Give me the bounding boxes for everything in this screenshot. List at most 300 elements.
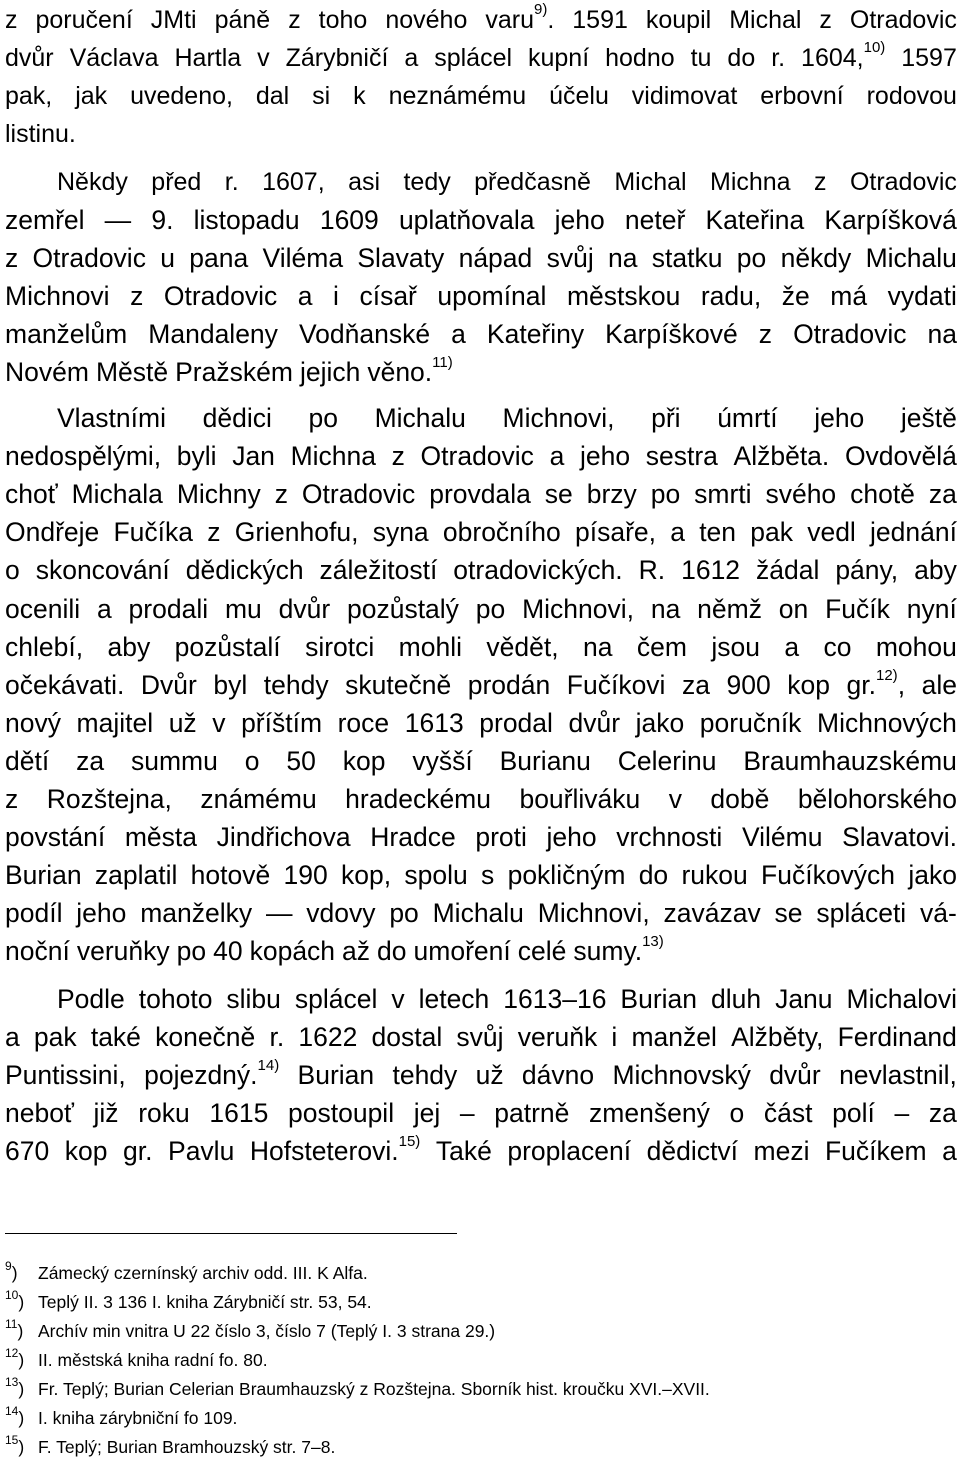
text-line: [5, 78, 957, 114]
word: Slavatovi.: [842, 822, 957, 852]
text-line: [5, 857, 957, 893]
word: v: [668, 784, 682, 814]
word: Michnovi,: [537, 898, 650, 928]
word: Alžběty,: [731, 1022, 824, 1052]
word: s: [481, 860, 495, 890]
word: se: [774, 898, 803, 928]
word: předčasně: [474, 168, 591, 196]
word: 1609: [319, 205, 379, 235]
word: část: [763, 1098, 813, 1128]
word: dvůr: [769, 1060, 821, 1090]
word: Slavaty: [357, 243, 445, 273]
word: městskou: [566, 281, 681, 311]
word: 900: [726, 670, 771, 700]
word: vidimovat: [631, 82, 738, 110]
word: a: [297, 281, 313, 311]
word: jako: [635, 708, 685, 738]
word: ale: [921, 670, 957, 700]
word: Kateřiny: [486, 319, 585, 349]
word: za: [928, 1098, 957, 1128]
word: dostal: [371, 1022, 443, 1052]
word: nový: [5, 708, 61, 738]
footnote-text: II. městská kniha radní fo. 80.: [38, 1350, 268, 1370]
word: –: [459, 1098, 475, 1128]
word: roce: [337, 708, 390, 738]
word: poručení: [35, 6, 133, 34]
word: dluh: [710, 984, 762, 1014]
word: už: [475, 1060, 504, 1090]
word: gr.$^{12)}$,: [846, 667, 906, 700]
word: na: [927, 319, 957, 349]
text-line: [5, 476, 957, 512]
text-line: [5, 591, 957, 627]
word: rodovou: [866, 82, 957, 110]
word: Michny: [176, 479, 261, 509]
footnote: [5, 1287, 372, 1317]
word: věno.$^{11)}$: [367, 354, 453, 387]
word: dal: [255, 82, 290, 110]
word: Městě: [95, 357, 169, 387]
word: dětí: [5, 746, 50, 776]
text-line: [5, 743, 957, 779]
word: zmenšený: [589, 1098, 710, 1128]
word: prodali: [128, 594, 209, 624]
word: Vlastními: [57, 403, 166, 433]
word: do: [377, 936, 407, 966]
word: upomínal: [437, 281, 547, 311]
word: erbovní: [760, 82, 844, 110]
footnote-reference: 14): [257, 1057, 280, 1074]
word: Michnovský: [612, 1060, 751, 1090]
word: Jan: [232, 441, 275, 471]
word: Burianu: [499, 746, 591, 776]
footnote-separator: [5, 1233, 457, 1234]
word: dvůr: [5, 44, 54, 72]
word: Michnovi,: [522, 594, 635, 624]
footnote-marker: $^{13}$): [5, 1375, 25, 1399]
word: Jindřichova: [216, 822, 351, 852]
word: neznámému: [388, 82, 527, 110]
word: za: [76, 746, 105, 776]
word: Fučík: [825, 594, 890, 624]
word: Otradovic: [793, 319, 907, 349]
word: proplacení: [507, 1136, 632, 1166]
word: hodno: [605, 44, 675, 72]
word: Karpíškové: [605, 319, 738, 349]
word: spláceti: [816, 898, 907, 928]
word: on: [778, 594, 809, 624]
word: vá-: [920, 898, 957, 928]
word: 9.: [151, 205, 174, 235]
word: Podle: [57, 984, 125, 1014]
word: Michalu: [865, 243, 957, 273]
word: Michalu: [432, 898, 524, 928]
word: i: [611, 1022, 618, 1052]
word: za: [928, 479, 957, 509]
word: 1604,$^{10)}$: [801, 39, 886, 72]
word: jeho: [554, 205, 605, 235]
word: z: [758, 319, 773, 349]
text-line: [5, 354, 957, 390]
word: a: [670, 517, 685, 547]
word: sestra: [645, 441, 718, 471]
word: po: [176, 936, 207, 966]
word: co: [823, 632, 852, 662]
word: noční: [5, 936, 70, 966]
word: obročního: [442, 517, 561, 547]
footnote-marker: $^9$): [5, 1259, 18, 1283]
word: Vodňanské: [298, 319, 431, 349]
word: také: [90, 1022, 141, 1052]
word: po: [389, 898, 419, 928]
word: Burian: [5, 860, 82, 890]
word: mezi: [753, 1136, 810, 1166]
word: při: [651, 403, 681, 433]
word: písaře,: [574, 517, 656, 547]
word: majitel: [76, 708, 154, 738]
word: kupní: [528, 44, 590, 72]
word: že: [781, 281, 810, 311]
word: r.: [224, 168, 239, 196]
word: skoncování: [35, 555, 170, 585]
word: k: [353, 82, 366, 110]
word: z: [819, 6, 832, 34]
word: pana: [189, 243, 249, 273]
word: už: [168, 708, 197, 738]
word: Kateřina: [705, 205, 805, 235]
text-line: [5, 316, 957, 352]
word: Zárybničí: [285, 44, 389, 72]
word: a: [942, 1136, 957, 1166]
word: Grienhofu,: [234, 517, 359, 547]
word: a: [549, 441, 565, 471]
word: z: [5, 6, 18, 34]
word: v: [212, 708, 226, 738]
word: jeho: [76, 898, 127, 928]
word: z: [274, 479, 288, 509]
text-line: [5, 667, 957, 703]
word: Fučíkových: [761, 860, 896, 890]
word: Otradovic: [301, 479, 416, 509]
word: 1622: [298, 1022, 358, 1052]
word: o: [729, 1098, 745, 1128]
word: skutečně: [345, 670, 452, 700]
word: nevlastnil,: [839, 1060, 957, 1090]
word: Fučíkovi: [566, 670, 666, 700]
word: až: [342, 936, 371, 966]
footnote-reference: 9): [533, 1, 548, 18]
word: hotově: [190, 860, 271, 890]
word: pokličným: [507, 860, 626, 890]
word: manželky: [140, 898, 253, 928]
word: polí: [832, 1098, 875, 1128]
footnote-marker: $^{10}$): [5, 1288, 25, 1312]
word: chlebí,: [5, 632, 84, 662]
word: 1615: [209, 1098, 269, 1128]
text-line: [5, 1095, 957, 1131]
footnote-reference: 15): [398, 1133, 421, 1150]
footnote-text: Archív min vnitra U 22 číslo 3, číslo 7 (Teplý I. 3 strana 29.): [38, 1321, 496, 1341]
word: Michalu: [374, 403, 466, 433]
word: manželům: [5, 319, 128, 349]
footnote: [5, 1345, 268, 1375]
word: postoupil: [288, 1098, 395, 1128]
word: Václava: [69, 44, 159, 72]
word: celé: [517, 936, 567, 966]
word: účelu: [549, 82, 609, 110]
word: veruňk: [517, 1022, 598, 1052]
text-line: [5, 278, 957, 314]
word: Otradovic: [32, 243, 146, 273]
word: Ovdovělá: [844, 441, 957, 471]
footnote-text: Zámecký czernínský archiv odd. III. K Alfa.: [38, 1263, 368, 1283]
word: manžel: [631, 1022, 717, 1052]
word: umoření: [413, 936, 511, 966]
text-line: [57, 400, 957, 436]
word: prodán: [467, 670, 551, 700]
word: dědických: [185, 555, 304, 585]
word: si: [312, 82, 331, 110]
word: jsou: [711, 632, 760, 662]
word: 50: [286, 746, 316, 776]
word: Dvůr: [140, 670, 197, 700]
word: i: [333, 281, 339, 311]
word: letech: [418, 984, 490, 1014]
word: povstání: [5, 822, 106, 852]
text-line: [57, 164, 957, 200]
text-line: [5, 819, 957, 855]
word: v: [391, 984, 405, 1014]
word: varu$^{9)}$.: [485, 1, 555, 34]
word: radu,: [700, 281, 762, 311]
word: 190: [283, 860, 328, 890]
word: R.: [638, 555, 666, 585]
word: smrti: [694, 479, 752, 509]
word: tedy: [403, 168, 451, 196]
word: dávno: [521, 1060, 595, 1090]
footnote: [5, 1432, 335, 1462]
word: Michna: [710, 168, 791, 196]
word: Michal: [729, 6, 802, 34]
word: jak: [75, 82, 108, 110]
word: 1613–16: [503, 984, 607, 1014]
text-line: [5, 1019, 957, 1055]
word: z: [391, 441, 405, 471]
word: syna: [372, 517, 429, 547]
word: Michalovi: [846, 984, 957, 1014]
word: Také: [435, 1136, 492, 1166]
text-line: [5, 202, 957, 238]
footnote-text: I. kniha zárybniční fo 109.: [38, 1408, 238, 1428]
text-line: [5, 705, 957, 741]
word: a: [784, 632, 800, 662]
word: –: [894, 1098, 910, 1128]
word: 1613: [404, 708, 464, 738]
word: proti: [475, 822, 527, 852]
word: úmrtí: [717, 403, 778, 433]
word: tehdy: [263, 670, 329, 700]
word: pak: [750, 517, 793, 547]
word: sumy.$^{13)}$: [573, 933, 664, 966]
word: —: [265, 898, 293, 928]
text-line: [5, 1133, 957, 1169]
text-line: [5, 438, 957, 474]
word: Michal: [614, 168, 687, 196]
word: svůj: [456, 1022, 504, 1052]
word: vdovy: [306, 898, 376, 928]
footnote: [5, 1403, 237, 1433]
word: slibu: [226, 984, 281, 1014]
word: z: [814, 168, 827, 196]
footnote: [5, 1258, 368, 1288]
text-line: [5, 2, 957, 38]
word: z: [207, 517, 221, 547]
word: patrně: [494, 1098, 570, 1128]
word: za: [681, 670, 710, 700]
word: zavázav: [663, 898, 761, 928]
word: veruňky: [76, 936, 170, 966]
word: dvůr: [568, 708, 621, 738]
word: Otradovic: [163, 281, 278, 311]
word: dvůr: [278, 594, 331, 624]
word: mohli: [398, 632, 462, 662]
text-line: [5, 1057, 957, 1093]
text-line: [5, 40, 957, 76]
word: provdala: [429, 479, 531, 509]
word: jeho: [579, 441, 631, 471]
footnote-text: Teplý II. 3 136 I. kniha Zárybničí str. 53, 54.: [38, 1292, 372, 1312]
word: Ferdinand: [837, 1022, 957, 1052]
word: do: [638, 860, 669, 890]
word: jeho: [814, 403, 865, 433]
footnote-text: Fr. Teplý; Burian Celerian Braumhauzský z Rozštejna. Sborník hist. kroučku XVI.–XVII.: [38, 1379, 710, 1399]
word: Alžběta.: [733, 441, 830, 471]
word: splácel: [294, 984, 378, 1014]
word: Burian: [297, 1060, 375, 1090]
word: Karpíšková: [824, 205, 957, 235]
footnote-text: F. Teplý; Burian Bramhouzský str. 7–8.: [38, 1437, 336, 1457]
word: pak,: [5, 82, 53, 110]
footnote-reference: 11): [432, 354, 453, 371]
word: na: [650, 594, 681, 624]
word: době: [710, 784, 770, 814]
footnote-reference: 12): [876, 667, 898, 684]
word: po: [736, 243, 767, 273]
word: Michnových: [817, 708, 957, 738]
text-line: [5, 552, 957, 588]
word: Ondřeje: [5, 517, 100, 547]
word: již: [93, 1098, 119, 1128]
word: Otradovic: [849, 168, 957, 196]
word: toho: [318, 6, 368, 34]
word: ocenili: [5, 594, 81, 624]
word: rukou: [681, 860, 748, 890]
word: 670: [5, 1136, 50, 1166]
word: tu: [690, 44, 712, 72]
word: —: [104, 205, 132, 235]
word: dědictví: [646, 1136, 738, 1166]
word: pány,: [835, 555, 899, 585]
word: kopách: [249, 936, 336, 966]
word: z: [288, 6, 301, 34]
word: páně: [214, 6, 271, 34]
word: bělohorského: [797, 784, 957, 814]
word: JMti: [150, 6, 197, 34]
word: vedl: [807, 517, 856, 547]
word: po: [650, 479, 681, 509]
word: pozůstalí: [174, 632, 281, 662]
word: podíl: [5, 898, 63, 928]
word: Vilému: [741, 822, 823, 852]
word: svého: [765, 479, 837, 509]
word: neboť: [5, 1098, 74, 1128]
word: jeho: [546, 822, 597, 852]
word: známému: [200, 784, 317, 814]
word: spolu: [404, 860, 468, 890]
word: se: [544, 479, 573, 509]
word: zemřel: [5, 205, 85, 235]
word: Puntissini,: [5, 1060, 126, 1090]
word: vrchnosti: [616, 822, 723, 852]
word: prodal: [479, 708, 553, 738]
word: a: [451, 319, 466, 349]
word: r.: [771, 44, 786, 72]
word: po: [308, 403, 338, 433]
word: Mandaleny: [148, 319, 278, 349]
word: Někdy: [57, 168, 128, 196]
word: a: [404, 44, 419, 72]
word: a: [96, 594, 112, 624]
word: 1591: [572, 6, 628, 34]
word: sirotci: [305, 632, 375, 662]
word: z: [5, 243, 19, 273]
text-line: [5, 895, 957, 931]
word: němž: [697, 594, 762, 624]
word: někdy: [780, 243, 852, 273]
word: konečně: [155, 1022, 256, 1052]
word: chotě: [850, 479, 915, 509]
word: uvedeno,: [130, 82, 233, 110]
text-line: [5, 629, 957, 665]
word: choť: [5, 479, 58, 509]
word: gr.: [123, 1136, 153, 1166]
word: nápad: [458, 243, 533, 273]
word: hradeckému: [345, 784, 491, 814]
word: aby: [107, 632, 151, 662]
footnote-marker: $^{12}$): [5, 1346, 25, 1370]
word: před: [151, 168, 202, 196]
footnote: [5, 1374, 710, 1404]
word: Michna: [290, 441, 376, 471]
word: jejich: [299, 357, 361, 387]
word: otradovických.: [453, 555, 623, 585]
footnote-marker: $^{11}$): [5, 1317, 24, 1341]
footnote-marker: $^{14}$): [5, 1404, 25, 1428]
word: na: [608, 243, 638, 273]
word: pozůstalý: [346, 594, 459, 624]
word: Hradce: [370, 822, 456, 852]
word: dědici: [202, 403, 272, 433]
word: Pavlu: [168, 1136, 235, 1166]
text-line: [5, 781, 957, 817]
word: nového: [385, 6, 468, 34]
word: o: [5, 555, 20, 585]
word: u: [160, 243, 175, 273]
text-line: [5, 116, 957, 152]
word: jej: [413, 1098, 441, 1128]
word: Otradovic: [420, 441, 534, 471]
word: očekávati.: [5, 670, 125, 700]
